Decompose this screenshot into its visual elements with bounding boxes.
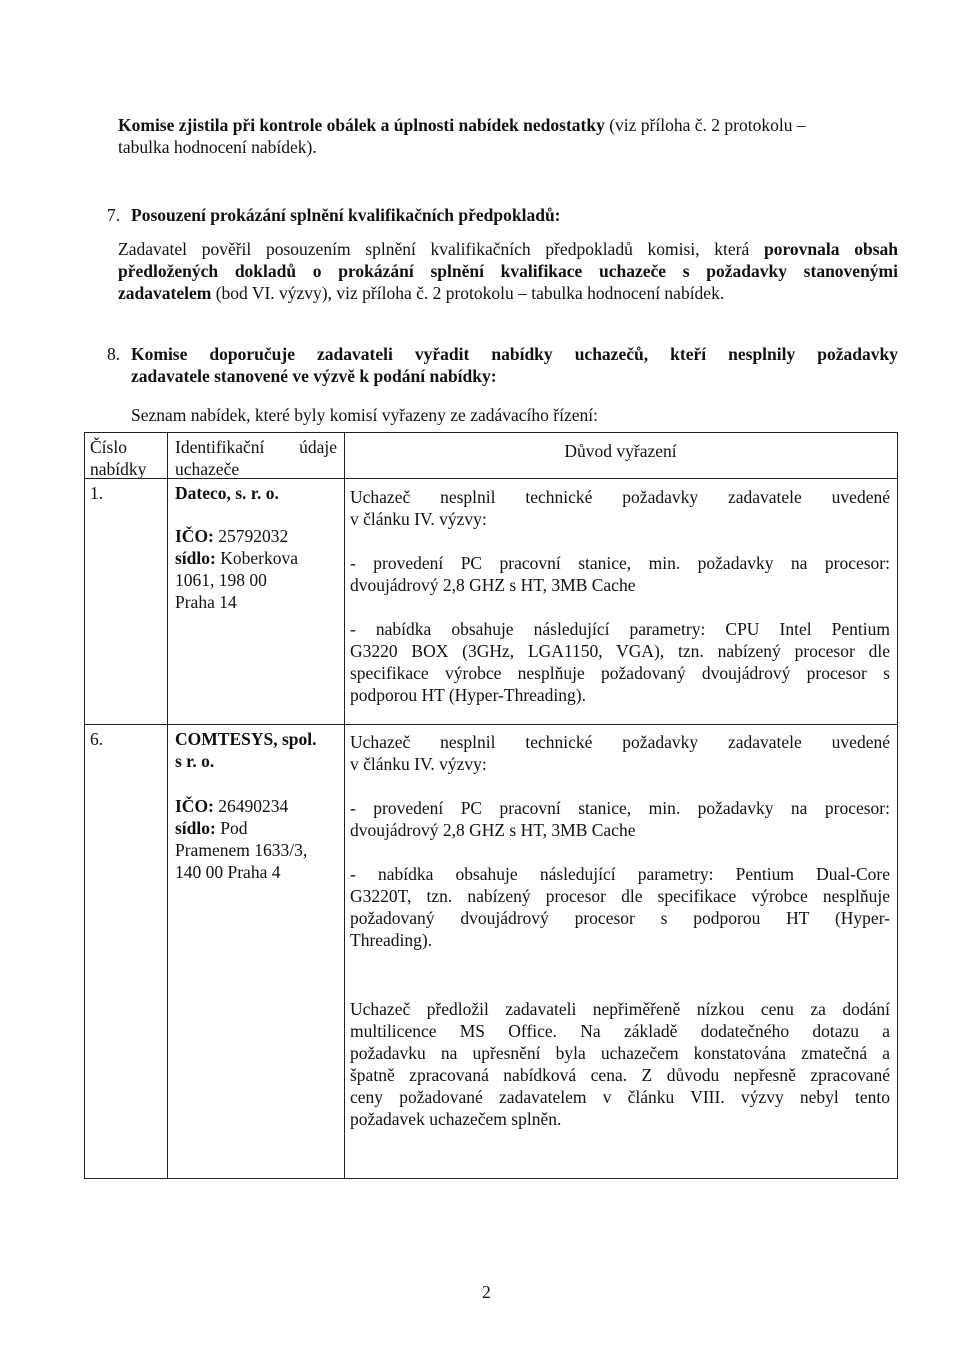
table-col-divider-1 xyxy=(167,432,168,1179)
section-8-heading-line-1: Komise doporučuje zadavateli vyřadit nabídky uchazečů, kteří nesplnily požadavky xyxy=(131,344,898,364)
row-6-reason-line-9: Uchazeč předložil zadavateli nepřiměřeně nízkou cenu za dodání xyxy=(350,999,890,1019)
row-1-reason-line-7: specifikace výrobce nesplňuje požadovaný dvoujádrový procesor s xyxy=(350,663,890,683)
row-6-sidlo-label: sídlo: xyxy=(175,818,216,838)
header-col2-line1 xyxy=(175,436,337,458)
intro-bold: Komise zjistila při kontrole obálek a úplnosti nabídek nedostatky xyxy=(118,115,605,135)
header-col1-line1: Číslo xyxy=(90,437,127,457)
section-8-number: 8. xyxy=(107,344,121,364)
row-1-number: 1. xyxy=(90,483,104,503)
header-col2-word-1: Identifikační xyxy=(175,437,265,457)
row-1-ico-label: IČO: xyxy=(175,526,214,546)
row-1-reason-line-1: Uchazeč nesplnil technické požadavky zadavatele uvedené xyxy=(350,487,890,507)
table-left-border xyxy=(84,432,85,1179)
row-6-sidlo-3: 140 00 Praha 4 xyxy=(175,862,281,882)
row-6-reason-line-6: G3220T, tzn. nabízený procesor dle specifikace výrobce nesplňuje xyxy=(350,886,890,906)
header-col1-line2: nabídky xyxy=(90,459,147,479)
table-row-divider xyxy=(84,724,898,725)
row-1-sidlo-3: Praha 14 xyxy=(175,592,237,612)
row-6-reason-line-12: špatně zpracovaná nabídková cena. Z důvodu nepřesně zpracované xyxy=(350,1065,890,1085)
section-8-intro: Seznam nabídek, které byly komisí vyřazeny ze zadávacího řízení: xyxy=(131,405,598,425)
row-6-reason-line-11: požadavku na upřesnění byla uchazečem konstatována zmatečná a xyxy=(350,1043,890,1063)
row-6-sidlo-value: Pod xyxy=(215,818,248,838)
header-col3: Důvod vyřazení xyxy=(564,441,677,461)
row-6-reason-line-4: dvoujádrový 2,8 GHZ s HT, 3MB Cache xyxy=(350,820,636,840)
row-1-reason-line-4: dvoujádrový 2,8 GHZ s HT, 3MB Cache xyxy=(350,575,636,595)
section-7-para-line-3 xyxy=(118,282,724,304)
row-6-name-line-1: COMTESYS, spol. xyxy=(175,729,317,749)
row-6-ico xyxy=(175,795,288,817)
row-6-sidlo-2: Pramenem 1633/3, xyxy=(175,840,308,860)
s7-bold-1: porovnala obsah xyxy=(763,239,898,259)
table-top-border xyxy=(84,432,898,433)
page-number: 2 xyxy=(482,1282,491,1302)
intro-rest: (viz příloha č. 2 protokolu – xyxy=(604,115,806,135)
row-1-sidlo-label: sídlo: xyxy=(175,548,216,568)
row-1-reason-line-6: G3220 BOX (3GHz, LGA1150, VGA), tzn. nabízený procesor dle xyxy=(350,641,890,661)
row-1-sidlo-value: Koberkova xyxy=(215,548,298,568)
section-7-para-line-1 xyxy=(118,238,898,260)
row-1-ico xyxy=(175,525,288,547)
section-7-number: 7. xyxy=(107,205,121,225)
row-6-reason-line-8: Threading). xyxy=(350,930,433,950)
row-6-name-line-2: s r. o. xyxy=(175,751,215,771)
row-6-number: 6. xyxy=(90,729,104,749)
table-bottom-border xyxy=(84,1178,898,1179)
section-7-para-line-2: předložených dokladů o prokázání splnění kvalifikace uchazeče s požadavky stanovenými xyxy=(118,261,898,281)
table-right-border xyxy=(897,432,898,1179)
header-col2-word-2: údaje xyxy=(299,437,337,457)
row-1-name: Dateco, s. r. o. xyxy=(175,483,279,503)
row-6-sidlo-1 xyxy=(175,817,247,839)
row-1-ico-value: 25792032 xyxy=(213,526,289,546)
row-1-reason-line-8: podporou HT (Hyper-Threading). xyxy=(350,685,586,705)
row-1-sidlo-1 xyxy=(175,547,298,569)
intro-line-1 xyxy=(118,114,806,136)
s7-plain-1: Zadavatel pověřil posouzením splnění kvalifikačních předpokladů komisi, která xyxy=(118,239,764,259)
table-col-divider-2 xyxy=(344,432,345,1179)
row-6-reason-line-1: Uchazeč nesplnil technické požadavky zadavatele uvedené xyxy=(350,732,890,752)
row-1-reason-line-5: - nabídka obsahuje následující parametry: CPU Intel Pentium xyxy=(350,619,890,639)
intro-line-2: tabulka hodnocení nabídek). xyxy=(118,137,317,157)
row-6-reason-line-7: požadovaný dvoujádrový procesor s podporou HT (Hyper- xyxy=(350,908,890,928)
section-8-heading-line-2: zadavatele stanovené ve výzvě k podání nabídky: xyxy=(131,366,497,386)
s7-bold-3: zadavatelem xyxy=(118,283,212,303)
row-6-ico-value: 26490234 xyxy=(213,796,289,816)
row-6-reason-line-2: v článku IV. výzvy: xyxy=(350,754,487,774)
row-1-sidlo-2: 1061, 198 00 xyxy=(175,570,267,590)
row-6-reason-line-13: ceny požadované zadavatelem v článku VIII. výzvy nebyl tento xyxy=(350,1087,890,1107)
row-1-reason-line-3: - provedení PC pracovní stanice, min. požadavky na procesor: xyxy=(350,553,890,573)
section-7-heading: Posouzení prokázání splnění kvalifikačních předpokladů: xyxy=(131,205,561,225)
row-6-reason-line-10: multilicence MS Office. Na základě dodatečného dotazu a xyxy=(350,1021,890,1041)
row-1-reason-line-2: v článku IV. výzvy: xyxy=(350,509,487,529)
row-6-ico-label: IČO: xyxy=(175,796,214,816)
row-6-reason-line-14: požadavek uchazečem splněn. xyxy=(350,1109,562,1129)
header-col2-line2: uchazeče xyxy=(175,459,240,479)
row-6-reason-line-3: - provedení PC pracovní stanice, min. požadavky na procesor: xyxy=(350,798,890,818)
s7-plain-3: (bod VI. výzvy), viz příloha č. 2 protokolu – tabulka hodnocení nabídek. xyxy=(211,283,725,303)
row-6-reason-line-5: - nabídka obsahuje následující parametry: Pentium Dual-Core xyxy=(350,864,890,884)
